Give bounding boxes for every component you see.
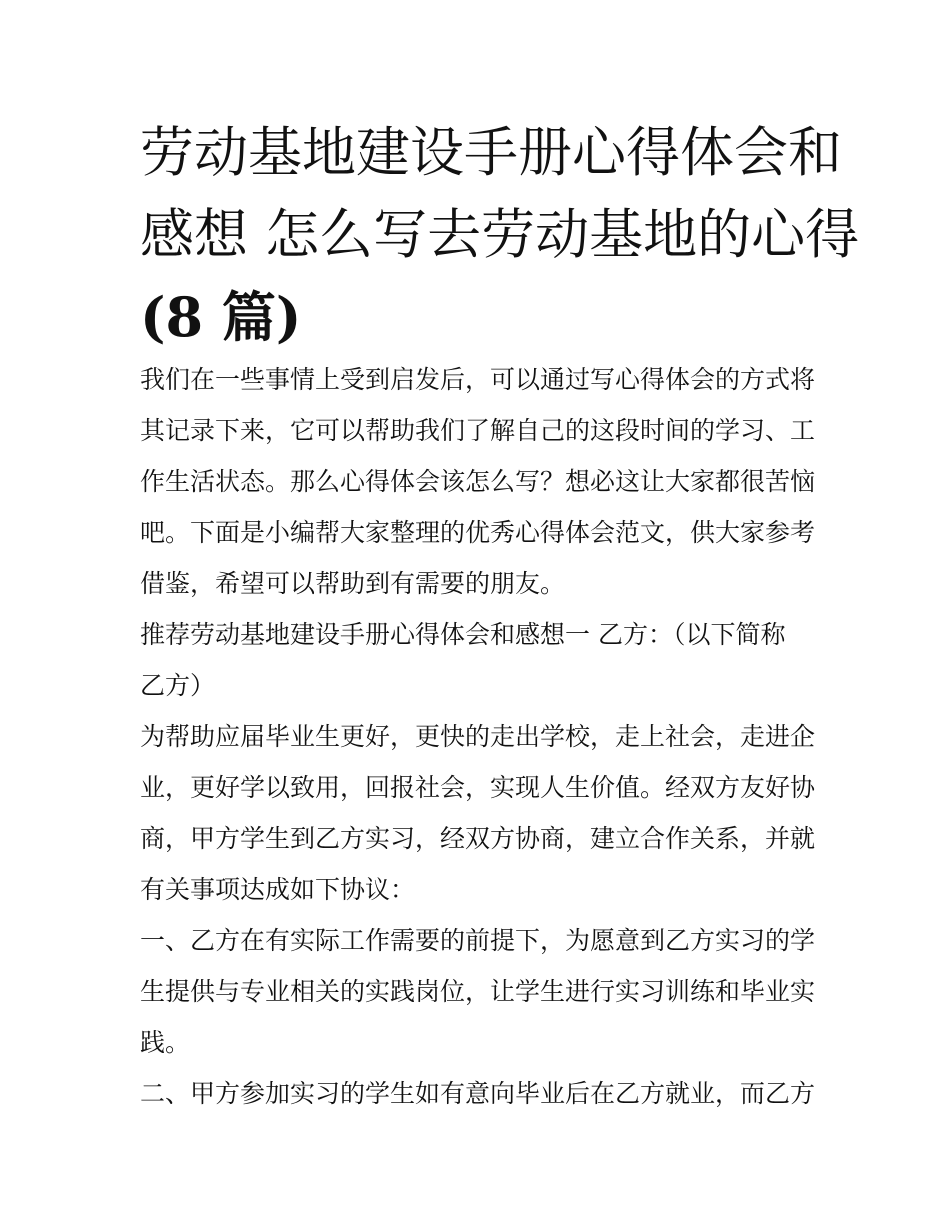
document-title — [140, 112, 860, 358]
text-line: 推荐劳动基地建设手册心得体会和感想一 乙方：（以下简称 — [140, 620, 786, 649]
text-line: 一、乙方在有实际工作需要的前提下，为愿意到乙方实习的学 — [140, 926, 816, 955]
paragraph-intro — [140, 354, 820, 609]
paragraph-purpose — [140, 711, 820, 915]
text-line: 二、甲方参加实习的学生如有意向毕业后在乙方就业，而乙方 — [140, 1079, 816, 1108]
text-line: 作生活状态。那么心得体会该怎么写？想必这让大家都很苦恼 — [140, 467, 816, 496]
text-line: 商，甲方学生到乙方实习，经双方协商，建立合作关系，并就 — [140, 824, 816, 853]
paragraph-clause-2 — [140, 1068, 820, 1119]
text-line: 践。 — [140, 1028, 191, 1057]
text-line: 乙方） — [140, 671, 216, 700]
text-line: 借鉴，希望可以帮助到有需要的朋友。 — [140, 569, 566, 598]
text-line: 生提供与专业相关的实践岗位，让学生进行实习训练和毕业实 — [140, 977, 816, 1006]
text-line: 我们在一些事情上受到启发后，可以通过写心得体会的方式将 — [140, 365, 816, 394]
paragraph-recommend — [140, 609, 820, 711]
text-line: 为帮助应届毕业生更好，更快的走出学校，走上社会，走进企 — [140, 722, 816, 751]
text-line: 其记录下来，它可以帮助我们了解自己的这段时间的学习、工 — [140, 416, 816, 445]
title-line: (8 篇) — [140, 285, 302, 349]
paragraph-clause-1 — [140, 915, 820, 1068]
text-line: 吧。下面是小编帮大家整理的优秀心得体会范文，供大家参考 — [140, 518, 816, 547]
document-body — [140, 354, 820, 1119]
title-line: 劳动基地建设手册心得体会和 — [140, 121, 842, 184]
title-line: 感想 怎么写去劳动基地的心得 — [140, 203, 860, 266]
text-line: 业，更好学以致用，回报社会，实现人生价值。经双方友好协 — [140, 773, 816, 802]
text-line: 有关事项达成如下协议： — [140, 875, 416, 904]
